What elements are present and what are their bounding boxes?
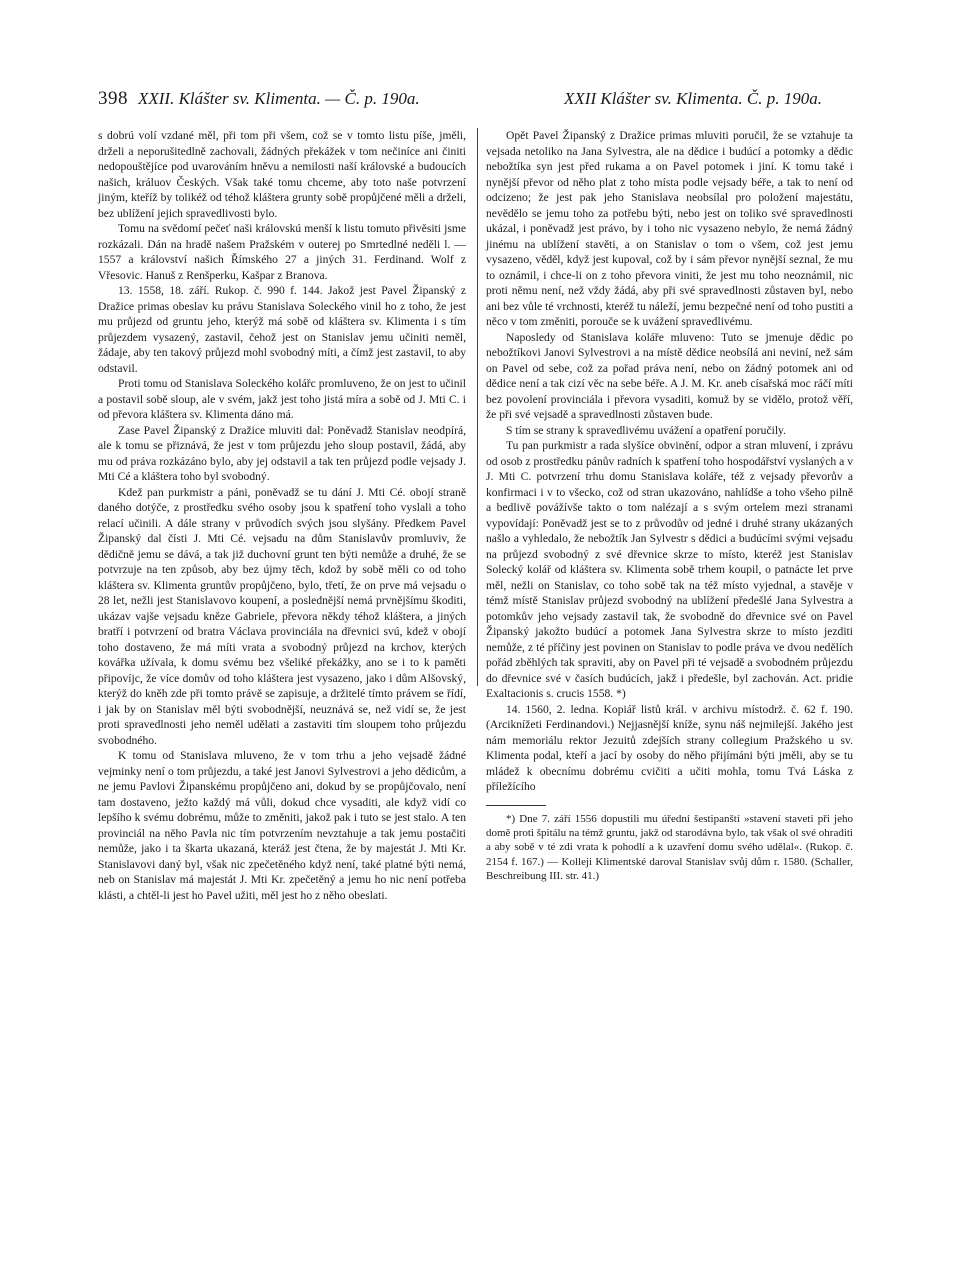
running-header — [98, 88, 822, 110]
left-column — [98, 128, 466, 903]
paragraph: Tu pan purkmistr a rada slyšíce obvinění, odpor a stran mluvení, i zprávu od osob z prostředku pánův radních k spatření toho hospodářství vyslaných a v J. Mti C. potvrzení trhu domu Stanislava koláře, též z vejsady převorův a konfirmaci i v to všecko, což od stran ukazováno, nahlídše a toho všeho pilně a bedlivě povážívše takto o tom nalézají a s svým ortelem mezi stranami vypovídají: Poněvadž jest se to z průvodův od jedné i druhé strany ukázaných našlo a vyhledalo, že nebožtík Jan Sylvestr s dědici a budúcími svými vejsadu na průjezd svobodný z své dřevnice skrze to místo, kteréž jest Stanislav Solecký kolář od kláštera sv. Klimenta sobě trhem koupil, o patnácte let prve měl, nežli on Stanislav, co toho sobě tak na též místo vyjednal, a stavěje v témž místě Stanislav průjezd svobodný na ublížení předešlé Jana Sylvestra a potomkův jeho vejsady zastavil tak, že svobodně do dřevnice své on Pavel Žipanský jakožto budúcí a potomek Jana Sylvestra skrze to místo jezditi nemůže, z té příčiny jest povinen on Stanislav to podle práva ve dvou nedělích pořád zběhlých tak spraviti, aby on Pavel při té vejsadě a svobodném průjezdu do dřevnice své v časích budúcích, jakž i předešle, byl zachován. Act. pridie Exaltacionis s. crucis 1558. *) — [486, 439, 853, 700]
paragraph: Kdež pan purkmistr a páni, poněvadž se tu dání J. Mti Cé. obojí straně daného dotýče, z prostředku svého osoby jsou k spatření toho vyslali a toho relací učinili. A dále strany v průvodích svých jsou slyšány. Předkem Pavel Žipanský dal čísti J. Mti Cé. vejsadu na dům Stanislavův promluviv, že dědičně jemu se dává, a tak již duchovní grunt ten býti nemůže a druhé, že se potvrzuje na ten způsob, aby bez újmy těch, kdož by sobě měli co od toho kláštera sv. Klimenta gruntův propůjčeno, bylo, třetí, že on prve má vejsadu o 28 let, nežli jest Stanislavovo koupení, a poslednější nemá prvnějšímu škoditi, ukázav vajše vejsadu kněze Gabriele, převora někdy téhož kláštera, a jiných bratří i potvrzení od bratra Václava provinciála na dřevnici svú, kdež v obojí toho dostaveno, že má míti vrata a svobodný průjezd na krchov, kterých kovářka užívala, k domu svému bez všeliké překážky, ano se i to k paměti připovíjc, že více domův od toho kláštera jest vysazeno, jako i dům Alšovský, kterýž do kněh zde při tomto právě se zapisuje, a držitelé tímto právem se řídí, i jak by on Stanislav měl býti svobodnější, neuznává se, než vidí se, že jest proti spravedlnosti jeho neměl udělati a zastaviti tím sloupem toho průjezdu svobodného. — [98, 485, 466, 747]
paragraph: S tím se strany k spravedlivému uvážení a opatření poručily. — [506, 423, 786, 437]
paragraph: s dobrú volí vzdané měl, při tom při všem, což se v tomto listu píše, jměli, drželi a neporušitedlně zachovali, žádných překážek v tom nečiníce ani činiti nedopouštějíce pod uvarováním hněvu a nemilosti naší královské a budoucích našich, králuov Českých. Však také tomu chceme, aby toto naše potvrzení jiným, kteříž by tolikéž od téhož kláštera grunty sobě propůjčené měli a drželi, bez ublížení jejich spravedlivosti bylo. — [98, 129, 466, 220]
paragraph: 13. 1558, 18. září. Rukop. č. 990 f. 144. Jakož jest Pavel Žipanský z Dražice primas obeslav ku právu Stanislava Soleckého vinil ho z toho, že jest mu průjezd od gruntu jeho, kterýž má sobě od kláštera sv. Klimenta i s tím průjezdem vysazený, zastavil, čehož jest on Stanislav jemu učiniti neměl, žádaje, aby ten takový průjezd mohl svobodný míti, a čímž jest zastavil, to aby odstavil. — [98, 284, 466, 375]
paragraph: Zase Pavel Žipanský z Dražice mluviti dal: Poněvadž Stanislav neodpírá, ale k tomu se přiznává, že jest v tom průjezdu jeho sloup postavil, žádá, aby mu od práva rozkázáno bylo, aby jej odstavil a tak ten průjezd podle vejsady J. Mti Cé a kláštera toho byl svobodný. — [98, 423, 466, 483]
footnote-rule — [486, 805, 546, 806]
two-column-body — [98, 128, 853, 1208]
paragraph: Tomu na svědomí pečeť naši královskú menší k listu tomuto přivěsiti jsme rozkázali. Dán na hradě našem Pražském v outerej po Smrtedlné neděli l. — 1557 a království našich Římského 27 a jiných 31. Ferdinand. Wolf z Vřesovic. Hanuš z Renšperku, Kašpar z Branova. — [98, 222, 466, 282]
paragraph: Proti tomu od Stanislava Soleckého kolářc promluveno, že on jest to učinil a postavil sobě sloup, ale v svém, jakž jest toho jistá míra a sobě od J. Mti C. i od převora kláštera sv. Klimenta dáno má. — [98, 377, 466, 421]
paragraph: Naposledy od Stanislava koláře mluveno: Tuto se jmenuje dědic po nebožtíkovi Janovi Sylvestrovi a na místě dědice neobsílá ani neviní, než sám on Pavel od sebe, což za pořad práva není, nebo on žádný potomek ani od dědice není a tak cizí věc na sebe béře. A J. M. Kr. aneb císařská moc ráčí míti bez povolení provinciála i převora vysaditi, komuž by se vidělo, protož věří, že při své vejsadě a spravedlnosti zůstaven bude. — [486, 330, 853, 421]
header-right-title: XXII Klášter sv. Klimenta. Č. p. 190a. — [564, 89, 822, 108]
right-column — [486, 128, 853, 884]
header-right — [564, 89, 822, 109]
footnote: *) Dne 7. září 1556 dopustili mu úřední šestipanští »stavení staveti při jeho domě proti špitálu na témž gruntu, jakž od starodávna bylo, tak však ol své ohraditi a aby sobě v té zdi vrata k pohodlí a k uzavření domu svého udělal«. (Rukop. č. 2154 f. 167.) — Kolleji Klimentské daroval Stanislav svůj dům r. 1580. (Schaller, Beschreibung III. str. 41.) — [486, 812, 853, 883]
paragraph: 14. 1560, 2. ledna. Kopiář listů král. v archivu místodrž. č. 62 f. 190. (Arciknížeti Ferdinandovi.) Nejjasnější knížе, synu náš nejmilejší. Jakého jest nám memoriálu rektor Jezuitů zdejších strany collegium Pražského u sv. Klimenta podal, kteří a jací by osoby do něho přijímáni býti jměli, aby se tu mládež k obecnímu dobrému cvičiti a učiti mohla, tomu Tvá Láska z příležícího — [486, 702, 853, 793]
paragraph: K tomu od Stanislava mluveno, že v tom trhu a jeho vejsadě žádné vejminky není o tom průjezdu, a také jest Janovi Sylvestrovi a jeho dědicům, a ne jemu Pavlovi Žipanskému propůjčeno ani, dokud by se propůjčovalo, není tam dostaveno, ježto každý má vůli, dokud chce vysaditi, ale když vidí co lepšího k svému dobrému, může to změniti, jakož pak i tuto se jest stalo. A ten provinciál na něho Pavla nic tím potvrzením nevztahuje a tak jemu postačiti nemůže, jako i ta škarta ukazaná, kteráž jest čtena, že by majestát J. Mti Kr. Stanislavovi daný byl, však nic zpečetěného když není, také platné býti nemá, neb on Stanislav má majestát J. Mti Kr. zpečetěný a jemu ho nic není potřeba klásti, a chtěl-li jest ho Pavel užiti, měl jest ho z něho obeslati. — [98, 749, 466, 902]
header-left-title: XXII. Klášter sv. Klimenta. — Č. p. 190a. — [138, 89, 420, 108]
paragraph: Opět Pavel Žipanský z Dražice primas mluviti poručil, že se vztahuje ta vejsada netoliko na Jana Sylvestra, ale na dědice i budúcí a potomky a dědic nebožtíka syn jest před rukama a on Pavel potomek i jiní. K tomu také i nynější převor od něho plat z toho místa podle vejsady béře, a tak to není od odcizeno; že jest pak jeho Stanislava neobsílal pro položení majestátu, nevědělo se jemu toho za potřebu býti, nebo jest on toliko své spravedlnosti ukázal, i poněvadž jest právo, by i toho nic vysazeno nebylo, že nemá žádný jinému na ublížení stavěti, a on Stanislav o tom o všem, což jest jemu vysazeno, věděl, když jest kupoval, což by i sám převor nynější seznal, že mu to oznámil, i chce-li on z toho převora viniti, že jest mu toho neoznámil, nic proti němu není, než vždy žádá, aby při své spravedlnosti zůstaven byl, nebo ani bez vůle té vrchnosti, kteréž tu náleží, jemu bezpečné není od toho pustiti a něco v tom změniti, porouče se k uvážení spravedlivému. — [486, 129, 853, 328]
header-left — [98, 88, 420, 110]
column-divider — [477, 128, 478, 686]
page-number: 398 — [98, 88, 128, 109]
